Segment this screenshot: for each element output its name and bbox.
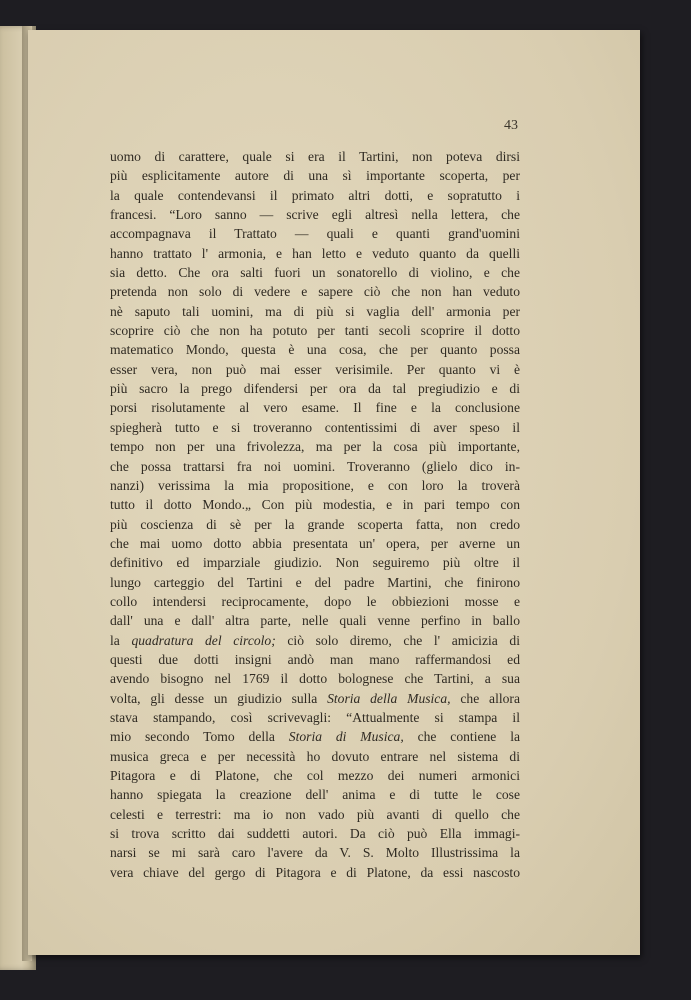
- text-line: [110, 631, 520, 650]
- text-line: che mai uomo dotto abbia presentata un' opera, per averne un: [110, 535, 520, 551]
- text-line: che possa trattarsi fra noi uomini. Troveranno (glielo dico in-: [110, 458, 520, 474]
- italic-title: Storia di Musica,: [288, 729, 404, 745]
- text-line: lungo carteggio del Tartini e del padre Martini, che finirono: [110, 574, 520, 590]
- text-line: celesti e terrestri: ma io non vado più avanti di quello che: [110, 806, 520, 822]
- text-line: tempo non per una frivolezza, ma per la cosa più importante,: [110, 439, 520, 455]
- text-line: narsi se mi sarà caro l'avere da V. S. Molto Illustrissima la: [110, 845, 520, 861]
- text-line: hanno spiegata la creazione dell' anima e di tutte le cose: [110, 787, 520, 803]
- text-run: ciò solo diremo, che l' amicizia di: [275, 632, 520, 648]
- text-line: uomo di carattere, quale si era il Tartini, non poteva dirsi: [110, 149, 520, 164]
- text-line: hanno trattato l' armonia, e han letto e veduto quanto da quelli: [110, 245, 520, 261]
- text-line: francesi. “Loro sanno — scrive egli altresì nella lettera, che: [110, 207, 520, 223]
- text-line: scoprire ciò che non ha potuto per tanti secoli scoprire il dotto: [110, 323, 520, 339]
- text-line: accompagnava il Trattato — quali e quanti grand'uomini: [110, 226, 520, 242]
- italic-title: quadratura del circolo;: [131, 632, 276, 648]
- text-line: la quale contendevansi il primato altri dotti, e sopratutto i: [110, 187, 520, 203]
- text-line: [110, 689, 520, 708]
- text-run: volta, gli desse un giudizio sulla: [110, 690, 328, 706]
- text-line: [110, 727, 520, 746]
- text-line: questi due dotti insigni andò man mano raffermandosi ed: [110, 651, 520, 667]
- text-line: più coscienza di sè per la grande scoperta fatta, non credo: [110, 516, 520, 532]
- text-line: vera chiave del gergo di Pitagora e di Platone, da essi nascosto: [110, 864, 520, 880]
- page-number: 43: [504, 118, 518, 133]
- text-line: pretenda non solo di vedere e sapere ciò che non han veduto: [110, 284, 520, 300]
- italic-title: Storia della Musica,: [327, 690, 451, 706]
- text-line: esser vera, non può mai esser verisimile. Per quanto vi è: [110, 361, 520, 377]
- text-line: definitivo ed imparziale giudizio. Non seguiremo più oltre il: [110, 555, 520, 571]
- text-run: che contiene la: [403, 729, 521, 745]
- text-line: avendo bisogno nel 1769 il dotto bolognese che Tartini, a sua: [110, 671, 520, 687]
- text-line: spiegherà tutto e si troveranno contentissimi di aver speso il: [110, 419, 520, 435]
- text-line: musica greca e per necessità ho dovuto entrare nel sistema di: [110, 748, 520, 764]
- text-run: che allora: [450, 690, 520, 706]
- text-line: più esplicitamente autore di una sì importante scoperta, per: [110, 168, 520, 184]
- text-line: porsi risolutamente al vero esame. Il fine e la conclusione: [110, 400, 520, 416]
- text-line: stava stampando, così scrivevagli: “Attualmente si stampa il: [110, 709, 520, 725]
- text-line: dall' una e dall' altra parte, nelle quali venne perfino in ballo: [110, 613, 520, 629]
- text-line: collo intendersi reciprocamente, dopo le obbiezioni mosse e: [110, 593, 520, 609]
- text-line: tutto il dotto Mondo.„ Con più modestia, e in pari tempo con: [110, 497, 520, 513]
- text-line: più sacro la prego difendersi per ora da tal pregiudizio e di: [110, 381, 520, 397]
- text-line: sia detto. Che ora salti fuori un sonatorello di violino, e che: [110, 265, 520, 281]
- text-run: mio secondo Tomo della: [110, 729, 289, 745]
- text-line: Pitagora e di Platone, che col mezzo dei numeri armonici: [110, 768, 520, 783]
- text-line: si trova scritto dai suddetti autori. Da ciò può Ella immagi-: [110, 826, 520, 842]
- body-text: [110, 147, 520, 882]
- text-line: nè saputo tali uomini, ma di più si vaglia dell' armonia per: [110, 303, 520, 319]
- text-line: matematico Mondo, questa è una cosa, che per quanto possa: [110, 342, 520, 358]
- text-run: la: [110, 632, 132, 648]
- text-line: nanzi) verissima la mia propositione, e con loro la troverà: [110, 477, 520, 493]
